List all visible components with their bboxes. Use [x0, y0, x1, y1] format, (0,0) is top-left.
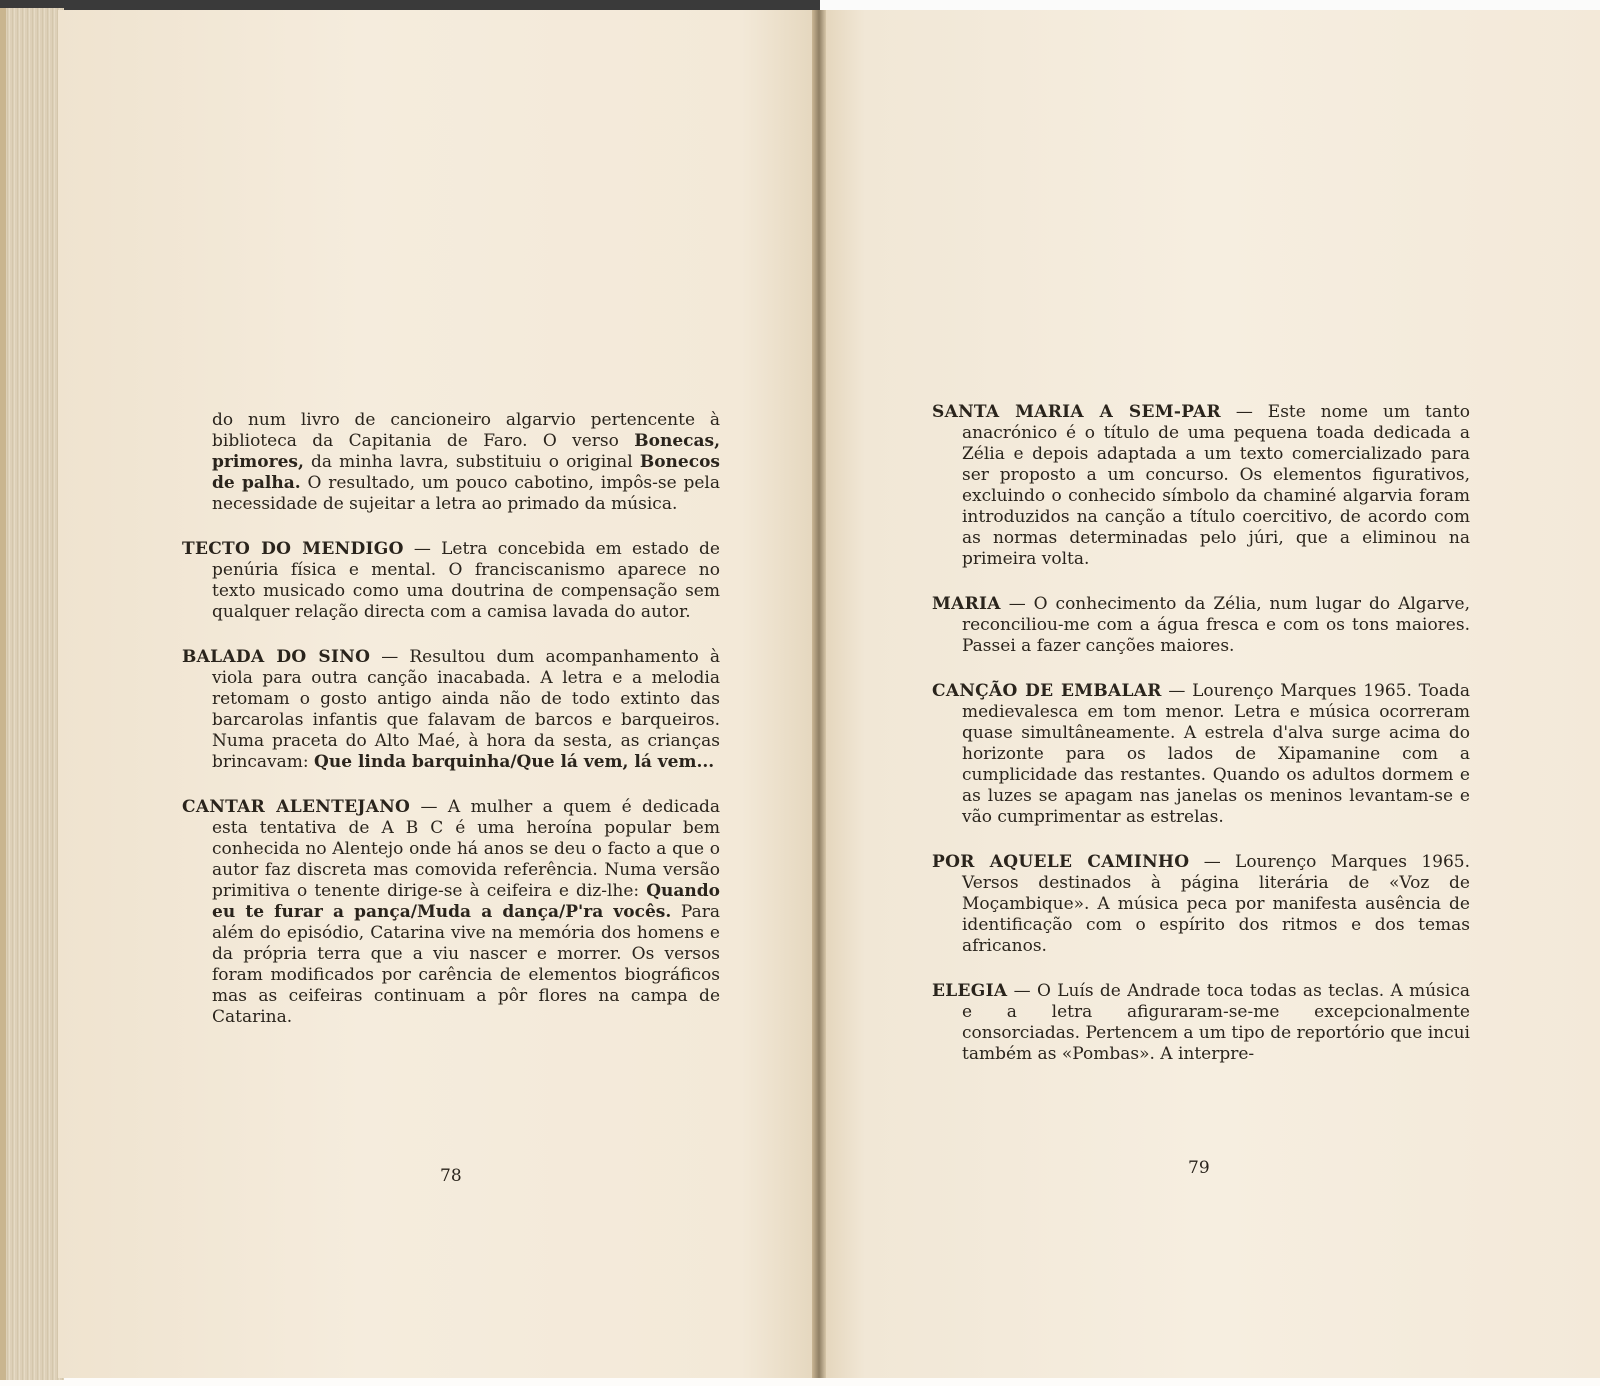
bold-quote: Que linda barquinha/Que lá vem, lá vem... [314, 752, 715, 772]
entry-por-aquele-caminho [932, 852, 1470, 957]
continuation-paragraph [182, 410, 720, 515]
entry-heading: CANÇÃO DE EMBALAR [932, 681, 1162, 701]
entry-text: — O conhecimento da Zélia, num lugar do Algarve, reconciliou-me com a água fresca e com os tons maiores. Passei a fazer canções maiores. [962, 594, 1470, 656]
entry-text: — Letra concebida em estado de penúria física e mental. O franciscanismo aparece no texto musicado como uma doutrina de compensação sem qualquer relação directa com a camisa lavada do autor. [212, 539, 720, 622]
entry-heading: MARIA [932, 594, 1001, 614]
book-gutter [812, 10, 826, 1378]
entry-cancao-de-embalar [932, 681, 1470, 828]
bold-quote: Quando eu te furar a pança/Muda a dança/P'ra vocês. [212, 881, 720, 922]
entry-text: — Lourenço Marques 1965. Toada medievalesca em tom menor. Letra e música ocorreram quase simultâneamente. A estrela d'alva surge acima do horizonte para os lados de Xipamanine com a cumplicidade das restantes. Quando os adultos dormem e as luzes se apagam nas janelas os meninos levantam-se e vão cumprimentar as estrelas. [962, 681, 1470, 827]
entry-heading: TECTO DO MENDIGO [182, 539, 404, 559]
entry-santa-maria-a-sem-par [932, 402, 1470, 570]
entry-tecto-do-mendigo [182, 539, 720, 623]
right-text-column [932, 402, 1470, 1089]
entry-balada-do-sino [182, 647, 720, 773]
entry-maria [932, 594, 1470, 657]
body-text: O resultado, um pouco cabotino, impôs-se pela necessidade de sujeitar a letra ao primado da música. [212, 473, 721, 514]
entry-text: — Lourenço Marques 1965. Versos destinados à página literária de «Voz de Moçambique». A música peca por manifesta ausência de identificação com o espírito dos ritmos e dos temas africanos. [962, 852, 1470, 956]
entry-cantar-alentejano [182, 797, 720, 1028]
entry-text: — A mulher a quem é dedicada esta tentativa de A B C é uma heroína popular bem conhecida no Alentejo onde há anos se deu o facto a que o autor faz discreta mas comovida referência. Numa versão primitiva o tenente dirige-se à ceifeira e diz-lhe: [212, 797, 720, 901]
bold-quote: Bonecos de palha. [212, 452, 720, 493]
entry-text: — O Luís de Andrade toca todas as teclas. A música e a letra afiguraram-se-me excepcionalmente consorciadas. Pertencem a um tipo de reportório que incui também as «Pombas». A interpre- [962, 981, 1470, 1064]
entry-heading: CANTAR ALENTEJANO [182, 797, 411, 817]
entry-heading: POR AQUELE CAMINHO [932, 852, 1190, 872]
left-text-column [182, 410, 720, 1052]
entry-heading: ELEGIA [932, 981, 1008, 1001]
page-edges [0, 8, 64, 1380]
entry-elegia [932, 981, 1470, 1065]
body-text: do num livro de cancioneiro algarvio pertencente à biblioteca da Capitania de Faro. O verso [212, 410, 720, 451]
entry-text: Para além do episódio, Catarina vive na memória dos homens e da própria terra que a viu nascer e morrer. Os versos foram modificados por carência de elementos biográficos mas as ceifeiras continuam a pôr flores na campa de Catarina. [212, 902, 720, 1027]
scan-border-right [820, 0, 1600, 10]
page-number-left: 78 [440, 1166, 462, 1186]
entry-text: — Resultou dum acompanhamento à viola para outra canção inacabada. A letra e a melodia retomam o gosto antigo ainda não de todo extinto das barcarolas infantis que falavam de barcos e barqueiros. Numa praceta do Alto Maé, à hora da sesta, as crianças brincavam: [212, 647, 720, 772]
bold-quote: Bonecas, primores, [212, 431, 720, 472]
entry-heading: BALADA DO SINO [182, 647, 371, 667]
page-number-right: 79 [1188, 1158, 1210, 1178]
body-text: da minha lavra, substituiu o original [303, 452, 640, 472]
entry-heading: SANTA MARIA A SEM-PAR [932, 402, 1221, 422]
entry-text: — Este nome um tanto anacrónico é o título de uma pequena toada dedicada a Zélia e depois adaptada a um texto comercializado para ser proposto a um concurso. Os elementos figurativos, excluindo o conhecido símbolo da chaminé algarvia foram introduzidos na canção a título coercitivo, de acordo com as normas determinadas pelo júri, que a eliminou na primeira volta. [962, 402, 1470, 569]
